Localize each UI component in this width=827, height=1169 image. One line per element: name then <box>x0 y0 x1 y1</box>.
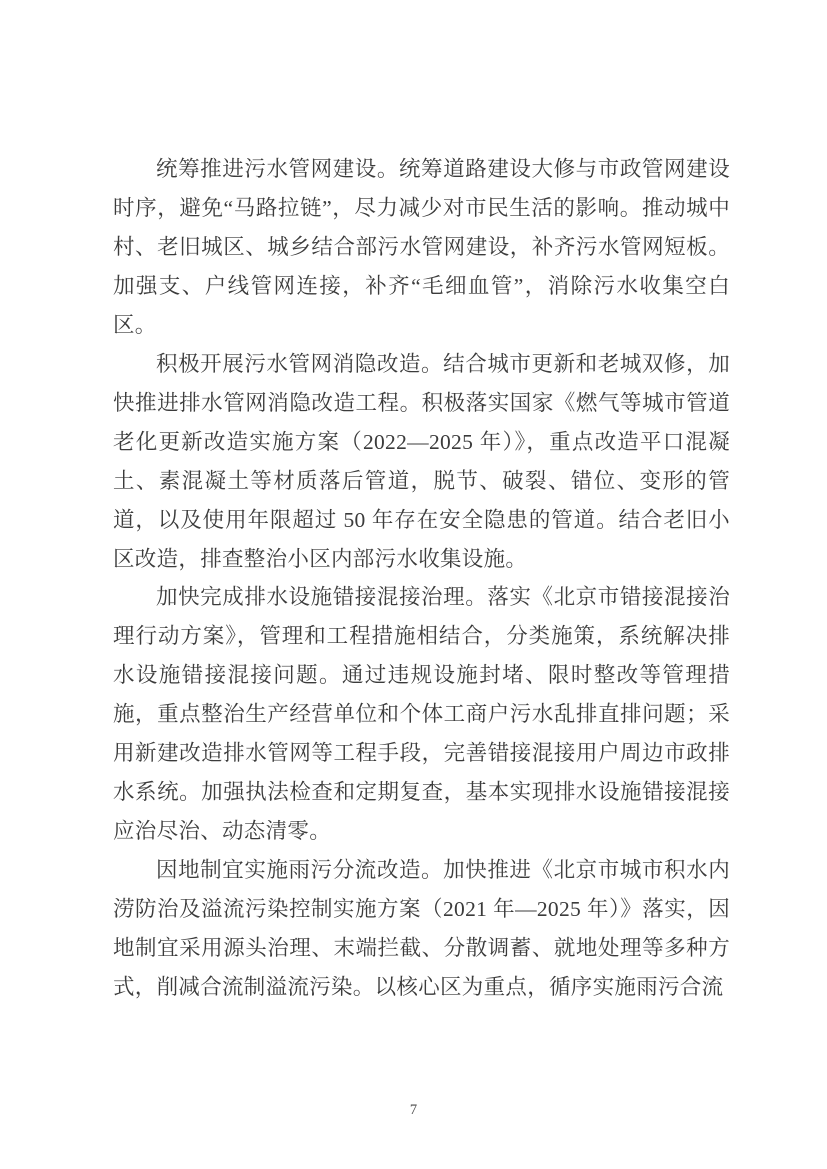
document-body-text <box>113 150 730 1007</box>
paragraph-sewage-network-construction: 统筹推进污水管网建设。统筹道路建设大修与市政管网建设时序，避免“马路拉链”，尽力减少对市民生活的影响。推动城中村、老旧城区、城乡结合部污水管网建设，补齐污水管网短板。加强支、户线管网连接，补齐“毛细血管”，消除污水收集空白区。 <box>113 157 730 337</box>
paragraph-hidden-danger-renovation: 积极开展污水管网消隐改造。结合城市更新和老城双修，加快推进排水管网消隐改造工程。积极落实国家《燃气等城市管道老化更新改造实施方案（2022—2025 年）》，重点改造平口混凝土、素混凝土等材质落后管道，脱节、破裂、错位、变形的管道，以及使用年限超过 50 年存在安全隐患的管道。结合老旧小区改造，排查整治小区内部污水收集设施。 <box>113 351 730 571</box>
paragraph-misconnection-treatment: 加快完成排水设施错接混接治理。落实《北京市错接混接治理行动方案》，管理和工程措施相结合，分类施策，系统解决排水设施错接混接问题。通过违规设施封堵、限时整改等管理措施，重点整治生产经营单位和个体工商户污水乱排直排问题；采用新建改造排水管网等工程手段，完善错接混接用户周边市政排水系统。加强执法检查和定期复查，基本实现排水设施错接混接应治尽治、动态清零。 <box>113 585 730 844</box>
page-number: 7 <box>409 1102 418 1118</box>
paragraph-rain-sewage-diversion: 因地制宜实施雨污分流改造。加快推进《北京市城市积水内涝防治及溢流污染控制实施方案（2021 年—2025 年）》落实，因地制宜采用源头治理、末端拦截、分散调蓄、就地处理等多种方式，削减合流制溢流污染。以核心区为重点，循序实施雨污合流 <box>113 858 730 1000</box>
